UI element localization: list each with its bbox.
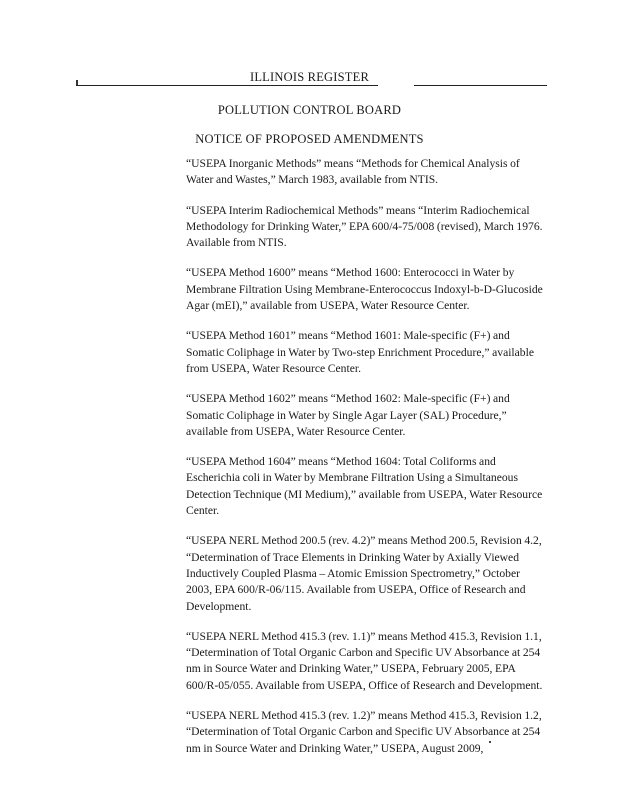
definition-paragraph: “USEPA Method 1600” means “Method 1600: Enterococci in Water by Membrane Filtration Using Membrane-Enterococcus Indoxyl-b-D-Glucoside Agar (mEI),” available from USEPA, Water Resource Center. (186, 266, 543, 313)
board-title: POLLUTION CONTROL BOARD (217, 103, 402, 117)
definition-paragraph: “USEPA Interim Radiochemical Methods” means “Interim Radiochemical Methodology for Drinking Water,” EPA 600/4-75/008 (revised), March 1976. Available from NTIS. (186, 203, 543, 250)
register-title: ILLINOIS REGISTER (249, 70, 369, 84)
definition-paragraph: “USEPA NERL Method 415.3 (rev. 1.1)” means Method 415.3, Revision 1.1, “Determination of Total Organic Carbon and Specific UV Absorbance at 254 nm in Source Water and Drinking Water,” USEPA, February 2005, EPA 600/R-05/055. Available from USEPA, Office of Research and Development. (186, 629, 543, 692)
header-rule-right (414, 85, 547, 86)
definition-paragraph: “USEPA Inorganic Methods” means “Methods for Chemical Analysis of Water and Wastes,” March 1983, available from NTIS. (186, 157, 520, 187)
definition-paragraph: “USEPA Method 1601” means “Method 1601: Male-specific (F+) and Somatic Coliphage in Water by Two-step Enrichment Procedure,” available from USEPA, Water Resource Center. (186, 329, 534, 375)
scan-speck (489, 741, 491, 743)
definitions-list (186, 156, 548, 771)
definition-paragraph: “USEPA NERL Method 200.5 (rev. 4.2)” means Method 200.5, Revision 4.2, “Determination of Trace Elements in Drinking Water by Axially Viewed Inductively Coupled Plasma – Atomic Emission Spectrometry,” October 2003, EPA 600/R-06/115. Available from USEPA, Office of Research and Development. (186, 534, 542, 613)
notice-title: NOTICE OF PROPOSED AMENDMENTS (195, 132, 424, 146)
definition-paragraph: “USEPA NERL Method 415.3 (rev. 1.2)” means Method 415.3, Revision 1.2, “Determination of Total Organic Carbon and Specific UV Absorbance at 254 nm in Source Water and Drinking Water,” USEPA, August 2009, (186, 709, 542, 755)
definition-paragraph: “USEPA Method 1602” means “Method 1602: Male-specific (F+) and Somatic Coliphage in Water by Single Agar Layer (SAL) Procedure,” available from USEPA, Water Resource Center. (186, 392, 510, 438)
header-rule-left (76, 85, 378, 86)
definition-paragraph: “USEPA Method 1604” means “Method 1604: Total Coliforms and Escherichia coli in Water by Membrane Filtration Using a Simultaneous Detection Technique (MI Medium),” available from USEPA, Water Resource Center. (186, 455, 543, 518)
